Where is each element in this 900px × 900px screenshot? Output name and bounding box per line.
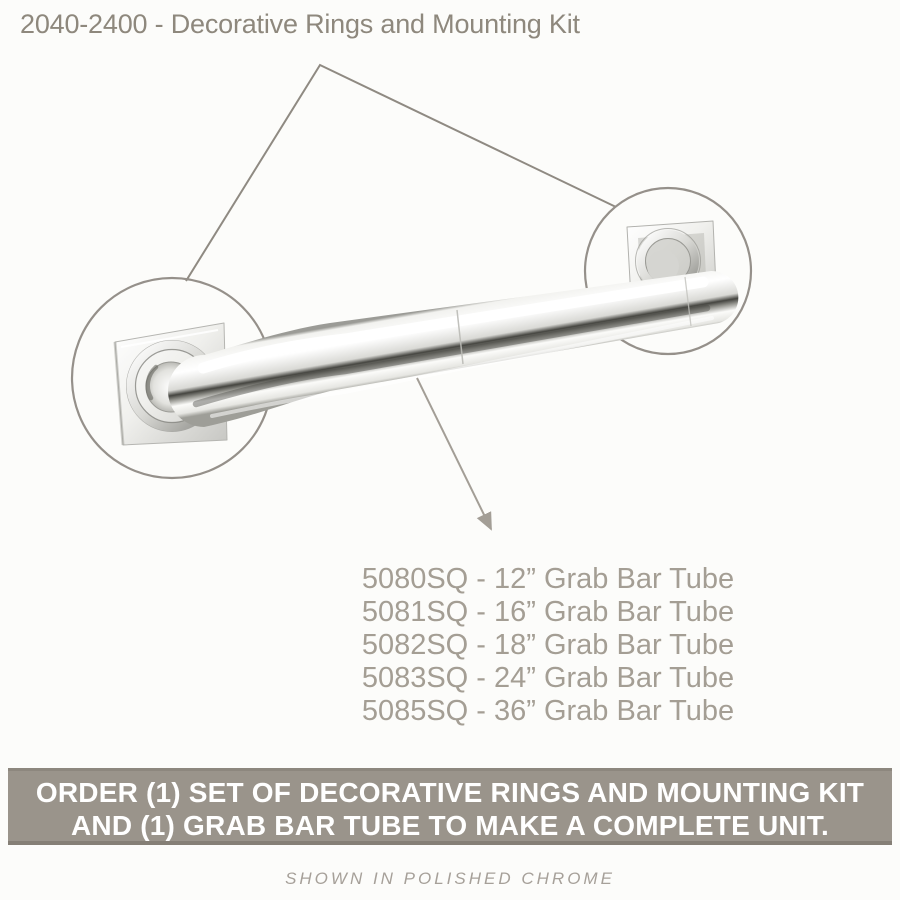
order-banner-line-1: ORDER (1) SET OF DECORATIVE RINGS AND MOUNTING KIT [35, 777, 865, 808]
list-item: 5085SQ - 36” Grab Bar Tube [361, 695, 735, 727]
page-title: 2040-2400 - Decorative Rings and Mounting Kit [20, 9, 580, 39]
list-item: 5081SQ - 16” Grab Bar Tube [361, 596, 735, 628]
grab-bar-tube-list [362, 563, 734, 728]
list-item: 5083SQ - 24” Grab Bar Tube [361, 662, 735, 694]
callout-pointer-lines [186, 65, 616, 281]
list-item: 5080SQ - 12” Grab Bar Tube [361, 563, 735, 595]
grab-bar-tube [168, 271, 738, 427]
order-banner [8, 768, 892, 845]
parts-list-arrow [417, 378, 491, 529]
finish-caption: SHOWN IN POLISHED CHROME [285, 869, 615, 888]
list-item: 5082SQ - 18” Grab Bar Tube [361, 629, 735, 661]
order-banner-line-2: AND (1) GRAB BAR TUBE TO MAKE A COMPLETE UNIT. [71, 810, 829, 841]
